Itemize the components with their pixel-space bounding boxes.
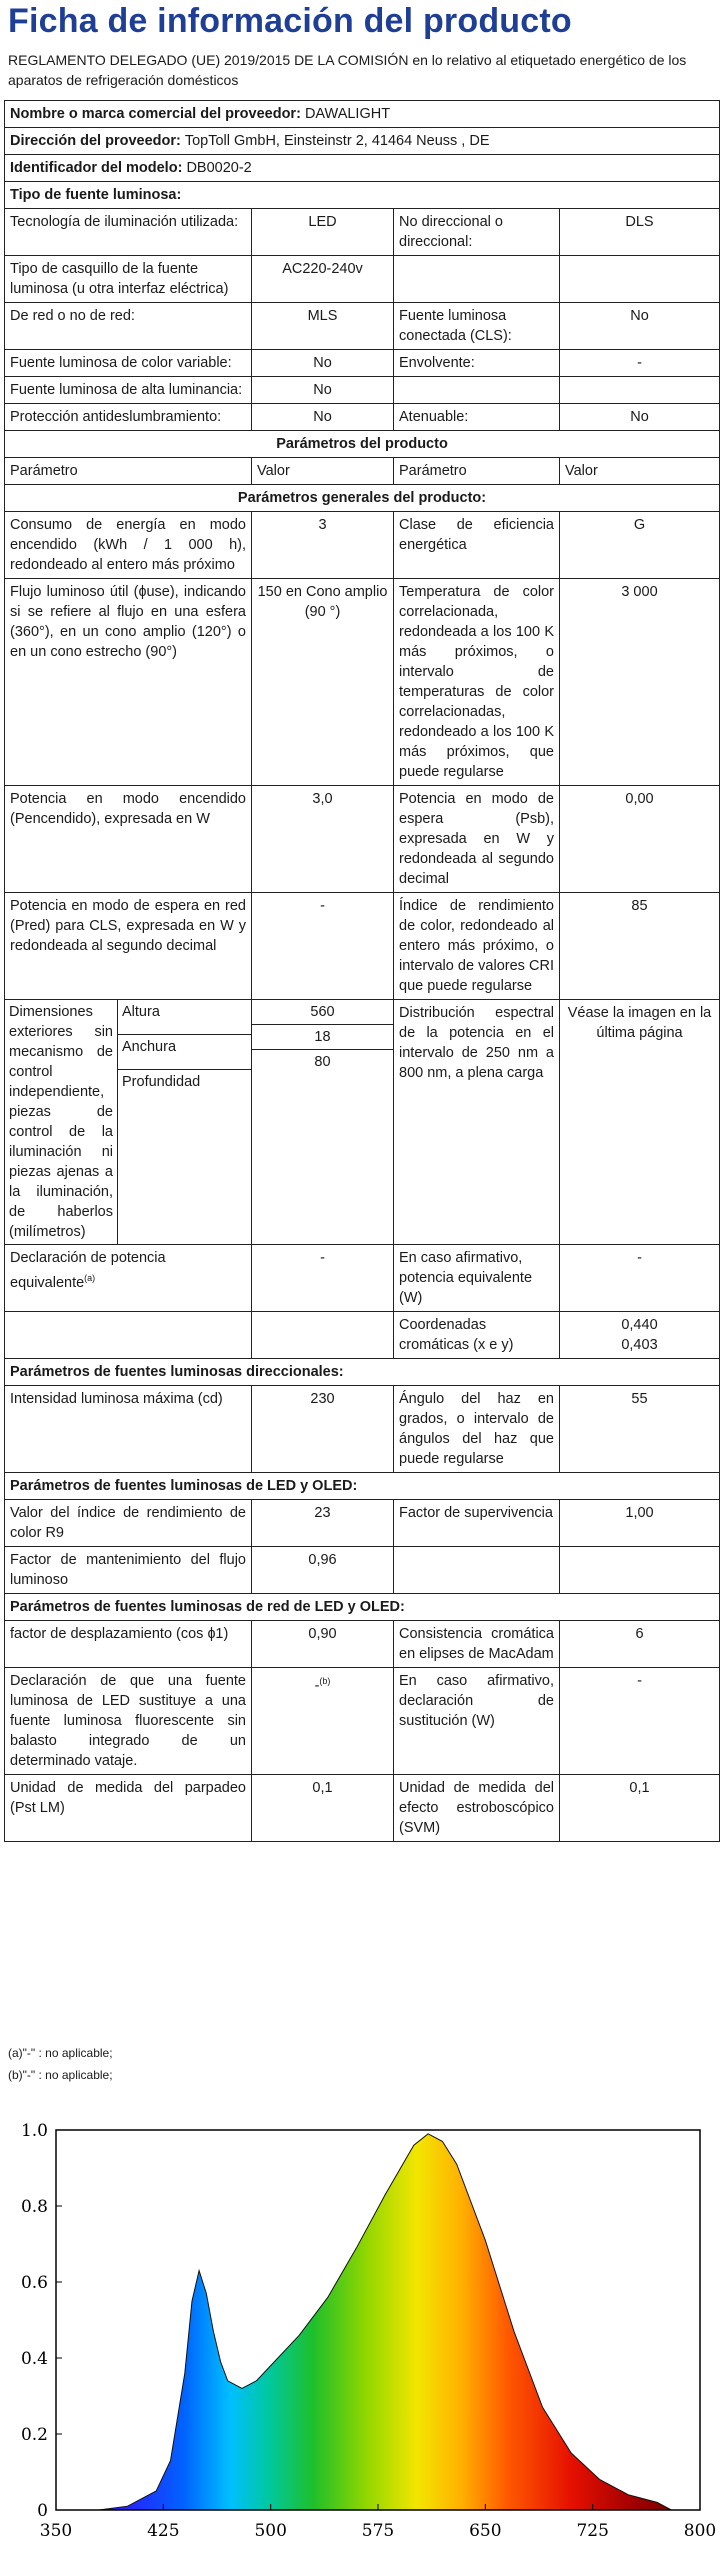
param-label: Ángulo del haz en grados, o intervalo de ángulos del haz que puede regularse <box>394 1386 560 1473</box>
param-value: No <box>252 377 394 404</box>
param-value: 0,90 <box>252 1621 394 1668</box>
y-tick-label: 0 <box>37 2501 48 2521</box>
param-value: AC220-240v <box>252 256 394 303</box>
param-label: Consumo de energía en modo encendido (kWh / 1 000 h), redondeado al entero más próximo <box>5 512 252 579</box>
column-header-row <box>5 458 720 485</box>
column-header-param: Parámetro <box>5 458 252 485</box>
param-value: 0,96 <box>252 1547 394 1594</box>
column-header-param: Parámetro <box>394 458 560 485</box>
section-header <box>5 1359 720 1386</box>
param-value: DLS <box>560 209 720 256</box>
param-value: 85 <box>560 893 720 1000</box>
y-tick-label: 0.4 <box>20 2349 48 2369</box>
param-label: Tipo de casquillo de la fuente luminosa (u otra interfaz eléctrica) <box>5 256 252 303</box>
dimensions-label: Dimensiones exteriores sin mecanismo de control independiente, piezas de control de la iluminación ni piezas ajenas a la iluminación, de haberlos (milímetros) <box>5 1000 118 1244</box>
param-value <box>560 377 720 404</box>
dimensions-row <box>5 1000 720 1245</box>
chart-marks <box>21 2121 716 2541</box>
x-tick-label: 800 <box>683 2521 717 2541</box>
section-title: Parámetros generales del producto: <box>5 485 720 512</box>
type-row <box>5 350 720 377</box>
param-value: 23 <box>252 1500 394 1547</box>
column-header-value: Valor <box>560 458 720 485</box>
param-label <box>394 377 560 404</box>
type-row <box>5 377 720 404</box>
mains-row <box>5 1775 720 1842</box>
dimension-value: 80 <box>314 1054 331 1070</box>
param-value: - <box>314 1677 320 1694</box>
param-value: No <box>560 303 720 350</box>
param-label: Fuente luminosa conectada (CLS): <box>394 303 560 350</box>
param-value: 1,00 <box>560 1500 720 1547</box>
footnote-ref: (b) <box>319 1676 331 1686</box>
param-value: 0,1 <box>252 1775 394 1842</box>
dimensions-values <box>252 1000 393 1074</box>
footnote-ref: (a) <box>84 1273 96 1283</box>
param-value: No <box>252 350 394 377</box>
led-row <box>5 1500 720 1547</box>
param-label <box>394 256 560 303</box>
param-label: Coordenadas cromáticas (x e y) <box>394 1312 560 1359</box>
param-label: En caso afirmativo, declaración de sustitución (W) <box>394 1668 560 1775</box>
spectrum-area <box>99 2134 672 2510</box>
chromaticity-row <box>5 1312 720 1359</box>
param-value: 3 000 <box>560 579 720 786</box>
dimension-value: 18 <box>252 1025 393 1050</box>
y-tick-label: 0.2 <box>20 2425 48 2445</box>
address-label: Dirección del proveedor: <box>10 133 181 149</box>
section-title: Parámetros de fuentes luminosas de red de LED y OLED: <box>5 1594 720 1621</box>
x-tick-label: 725 <box>576 2521 609 2541</box>
dimension-name: Anchura <box>118 1034 252 1069</box>
param-value: - <box>252 1245 394 1312</box>
section-header <box>5 182 720 209</box>
param-value <box>560 1547 720 1594</box>
param-value: 3,0 <box>252 786 394 893</box>
section-header <box>5 1473 720 1500</box>
param-value: 55 <box>560 1386 720 1473</box>
param-label: Fuente luminosa de alta luminancia: <box>5 377 252 404</box>
param-label <box>394 1547 560 1594</box>
param-label: Potencia en modo de espera (Psb), expresada en W y redondeada al segundo decimal <box>394 786 560 893</box>
dimensions-table <box>5 1000 251 1244</box>
type-row <box>5 209 720 256</box>
param-value: LED <box>252 209 394 256</box>
dimension-name: Altura <box>118 1000 252 1034</box>
param-label: factor de desplazamiento (cos ɸ1) <box>5 1621 252 1668</box>
y-tick-label: 0.8 <box>20 2197 48 2217</box>
type-row <box>5 256 720 303</box>
param-label: Distribución espectral de la potencia en el intervalo de 250 nm a 800 nm, a plena carga <box>394 1000 560 1245</box>
param-label: Factor de mantenimiento del flujo luminoso <box>5 1547 252 1594</box>
model-value: DB0020-2 <box>186 160 252 176</box>
type-row <box>5 303 720 350</box>
general-row <box>5 512 720 579</box>
equivalent-power-row <box>5 1245 720 1312</box>
address-row <box>5 128 720 155</box>
param-label: Factor de supervivencia <box>394 1500 560 1547</box>
column-header-value: Valor <box>252 458 394 485</box>
param-label: Atenuable: <box>394 404 560 431</box>
param-value: 150 en Cono amplio (90 °) <box>252 579 394 786</box>
section-title: Tipo de fuente luminosa: <box>5 182 720 209</box>
mains-row <box>5 1668 720 1775</box>
param-label: No direccional o direccional: <box>394 209 560 256</box>
mains-row <box>5 1621 720 1668</box>
general-row <box>5 579 720 786</box>
param-value: - <box>252 893 394 1000</box>
directional-row <box>5 1386 720 1473</box>
model-row <box>5 155 720 182</box>
param-label: Potencia en modo encendido (Pencendido), expresada en W <box>5 786 252 893</box>
section-title: Parámetros del producto <box>5 431 720 458</box>
model-label: Identificador del modelo: <box>10 160 183 176</box>
x-tick-label: 500 <box>254 2521 287 2541</box>
param-value: - <box>560 1245 720 1312</box>
param-value: G <box>560 512 720 579</box>
param-label: Unidad de medida del parpadeo (Pst LM) <box>5 1775 252 1842</box>
param-label: Tecnología de iluminación utilizada: <box>5 209 252 256</box>
param-label: Protección antideslumbramiento: <box>5 404 252 431</box>
section-header <box>5 1594 720 1621</box>
y-tick-label: 0.6 <box>20 2273 48 2293</box>
footnote: (a)"-" : no aplicable; <box>8 2046 113 2060</box>
section-header <box>5 431 720 458</box>
address-value: TopToll GmbH, Einsteinstr 2, 41464 Neuss , DE <box>184 133 490 149</box>
section-header <box>5 485 720 512</box>
param-label: Clase de eficiencia energética <box>394 512 560 579</box>
param-label: Declaración de potencia equivalente <box>10 1250 166 1291</box>
param-value: 3 <box>252 512 394 579</box>
param-value: No <box>560 404 720 431</box>
x-tick-label: 425 <box>147 2521 180 2541</box>
page-title: Ficha de información del producto <box>8 2 572 40</box>
param-label: Consistencia cromática en elipses de MacAdam <box>394 1621 560 1668</box>
param-label: Potencia en modo de espera en red (Pred) para CLS, expresada en W y redondeada al segundo decimal <box>5 893 252 1000</box>
chromaticity-x: 0,440 <box>621 1317 658 1333</box>
param-value: - <box>560 350 720 377</box>
general-row <box>5 893 720 1000</box>
param-label: Fuente luminosa de color variable: <box>5 350 252 377</box>
param-value: 0,1 <box>560 1775 720 1842</box>
x-tick-label: 350 <box>39 2521 73 2541</box>
section-title: Parámetros de fuentes luminosas de LED y OLED: <box>5 1473 720 1500</box>
param-label: Unidad de medida del efecto estroboscópico (SVM) <box>394 1775 560 1842</box>
spectral-chart <box>0 2100 723 2560</box>
param-value: 230 <box>252 1386 394 1473</box>
param-label: Índice de rendimiento de color, redondeado al entero más próximo, o intervalo de valores CRI que puede regularse <box>394 893 560 1000</box>
supplier-value: DAWALIGHT <box>304 106 391 122</box>
param-label: De red o no de red: <box>5 303 252 350</box>
param-label: En caso afirmativo, potencia equivalente (W) <box>394 1245 560 1312</box>
param-label: Envolvente: <box>394 350 560 377</box>
param-value: Véase la imagen en la última página <box>560 1000 720 1245</box>
x-tick-label: 575 <box>361 2521 395 2541</box>
product-table <box>4 100 720 1842</box>
param-value <box>560 256 720 303</box>
led-row <box>5 1547 720 1594</box>
x-tick-label: 650 <box>469 2521 502 2541</box>
param-label: Declaración de que una fuente luminosa de LED sustituye a una fuente luminosa fluorescente sin balasto integrado de un determinado vataje. <box>5 1668 252 1775</box>
param-value: 0,00 <box>560 786 720 893</box>
type-row <box>5 404 720 431</box>
param-label: Temperatura de color correlacionada, redondeada a los 100 K más próximos, o intervalo de temperaturas de color correlacionadas, redondeado a los 100 K más próximos, que puede regularse <box>394 579 560 786</box>
param-label: Flujo luminoso útil (ɸuse), indicando si se refiere al flujo en una esfera (360°), en un cono amplio (120°) o en un cono estrecho (90°) <box>5 579 252 786</box>
param-label: Intensidad luminosa máxima (cd) <box>5 1386 252 1473</box>
regulation-text: REGLAMENTO DELEGADO (UE) 2019/2015 DE LA COMISIÓN en lo relativo al etiquetado energético de los aparatos de refrigeración domésticos <box>8 52 687 88</box>
param-value: No <box>252 404 394 431</box>
footnote: (b)"-" : no aplicable; <box>8 2068 113 2082</box>
param-value: 6 <box>560 1621 720 1668</box>
chromaticity-y: 0,403 <box>621 1337 658 1353</box>
section-title: Parámetros de fuentes luminosas direccionales: <box>5 1359 720 1386</box>
general-row <box>5 786 720 893</box>
param-label: Valor del índice de rendimiento de color R9 <box>5 1500 252 1547</box>
dimension-name: Profundidad <box>122 1074 201 1090</box>
y-tick-label: 1.0 <box>20 2121 48 2141</box>
param-value: MLS <box>252 303 394 350</box>
dimension-value: 560 <box>252 1000 393 1025</box>
supplier-row <box>5 101 720 128</box>
param-value: - <box>560 1668 720 1775</box>
supplier-label: Nombre o marca comercial del proveedor: <box>10 106 301 122</box>
